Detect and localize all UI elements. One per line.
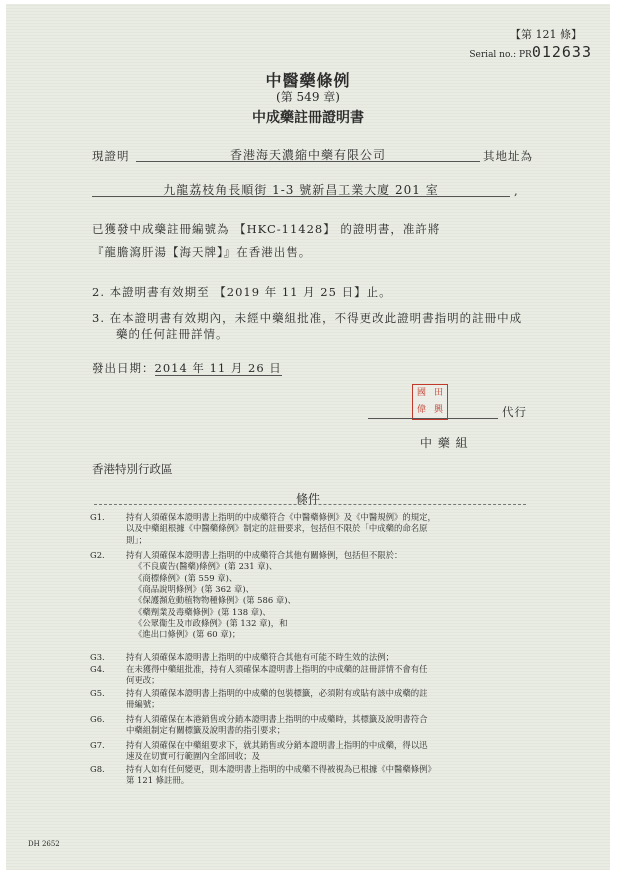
serial-value: 012633 [531,43,592,61]
seal-char-4: 興 [433,405,443,415]
condition-line: 《進出口條例》(第 60 章)； [134,629,241,640]
registration-statement: 已獲發中成藥註冊編號為 【HKC-11428】 的證明書，准許將 [92,222,441,236]
certify-lead: 現證明 [92,149,130,163]
condition-id: G8. [90,764,105,774]
restriction-item-line2: 藥的任何註冊詳情。 [116,327,229,341]
condition-id: G3. [90,652,105,662]
serial-number [469,43,592,61]
board-name: 中 藥 組 [420,436,469,450]
condition-line: 《商品說明條例》(第 362 章)、 [134,583,254,594]
restriction-item-line1: 3. 在本證明書有效期內，未經中藥組批准，不得更改此證明書指明的註冊中成 [92,311,523,325]
condition-line: 持有人須確保在本港銷售或分銷本證明書上指明的中成藥時，其標籤及說明書符合 [126,714,428,724]
certificate-sheet [6,4,610,870]
region-name: 香港特別行政區 [92,462,173,476]
seal-char-1: 國 [416,388,426,398]
condition-line: 持有人如有任何變更，則本證明書上指明的中成藥不得被視為已根據《中醫藥條例》 [126,764,436,774]
condition-id: G4. [90,664,105,674]
condition-line: 在未獲得中藥組批准，持有人須確保本證明書上指明的中成藥的註冊詳情不會有任 [126,664,428,674]
condition-line: 持有人須確保本證明書上指明的中成藥符合《中醫藥條例》及《中醫規例》的規定， [126,512,436,522]
condition-line: 速及在切實可行範圍內全部回收；及 [126,751,260,762]
condition-id: G1. [90,512,105,522]
condition-line: 持有人須確保本證明書上指明的中成藥的包裝標籤，必須附有或貼有該中成藥的註 [126,688,428,698]
signature-line [368,418,498,419]
company-address: 九龍荔枝角長順街 1-3 號新昌工業大廈 201 室 [163,183,439,197]
form-code: DH 2652 [28,840,60,848]
condition-line: 《保護瀕危動植物物種條例》(第 586 章)、 [134,595,296,606]
condition-line: 《藥劑業及毒藥條例》(第 138 章)、 [134,606,271,617]
seal-char-2: 田 [433,388,443,398]
company-name: 香港海天濃縮中藥有限公司 [229,148,386,162]
conditions-heading: 條件 [295,492,320,506]
condition-line: 冊編號； [126,699,160,710]
condition-id: G5. [90,688,105,698]
condition-line: 《公眾衞生及市政條例》(第 132 章)，和 [134,617,288,628]
condition-line: 《商標條例》(第 559 章)、 [134,572,238,583]
for-label: 代行 [502,405,527,419]
condition-line: 《不良廣告(醫藥)條例》(第 231 章)、 [134,561,278,572]
official-seal [412,384,448,420]
condition-id: G7. [90,740,105,750]
issue-date-label: 發出日期： [92,361,155,375]
seal-char-3: 偉 [416,405,426,415]
condition-id: G2. [90,550,105,560]
chapter-number: (第 549 章) [276,90,340,104]
serial-label: Serial no.: PR [469,50,532,60]
conditions-divider [94,504,526,505]
condition-line: 持有人須確保本證明書上指明的中成藥符合其他有關條例，包括但不限於： [126,550,403,560]
condition-line: 中藥組制定有關標籤及說明書的指引要求； [126,725,286,736]
ordinance-title: 中醫藥條例 [265,71,351,90]
condition-line: 以及中藥組根據《中醫藥條例》制定的註冊要求，包括但不限於「中成藥的命名原 [126,523,428,534]
condition-id: G6. [90,714,105,724]
issue-date-value: 2014 年 11 月 26 日 [154,361,282,375]
issue-date [92,360,282,376]
address-comma: , [514,184,519,198]
certificate-title: 中成藥註冊證明書 [252,110,364,126]
condition-line: 何更改； [126,675,160,686]
validity-item: 2. 本證明書有效期至 【2019 年 11 月 25 日】止。 [92,285,392,299]
condition-line: 持有人須確保在中藥組要求下，就其銷售或分銷本證明書上指明的中成藥，得以迅 [126,740,428,750]
condition-line: 第 121 條註冊。 [126,775,190,786]
condition-line: 持有人須確保本證明書上指明的中成藥符合其他有可能不時生效的法例； [126,652,394,662]
product-statement: 『龍膽瀉肝湯【海天牌】』在香港出售。 [92,245,312,259]
section-reference: 【第 121 條】 [510,28,582,41]
address-label: 其地址為 [483,149,533,163]
condition-line: 則」； [126,534,147,545]
